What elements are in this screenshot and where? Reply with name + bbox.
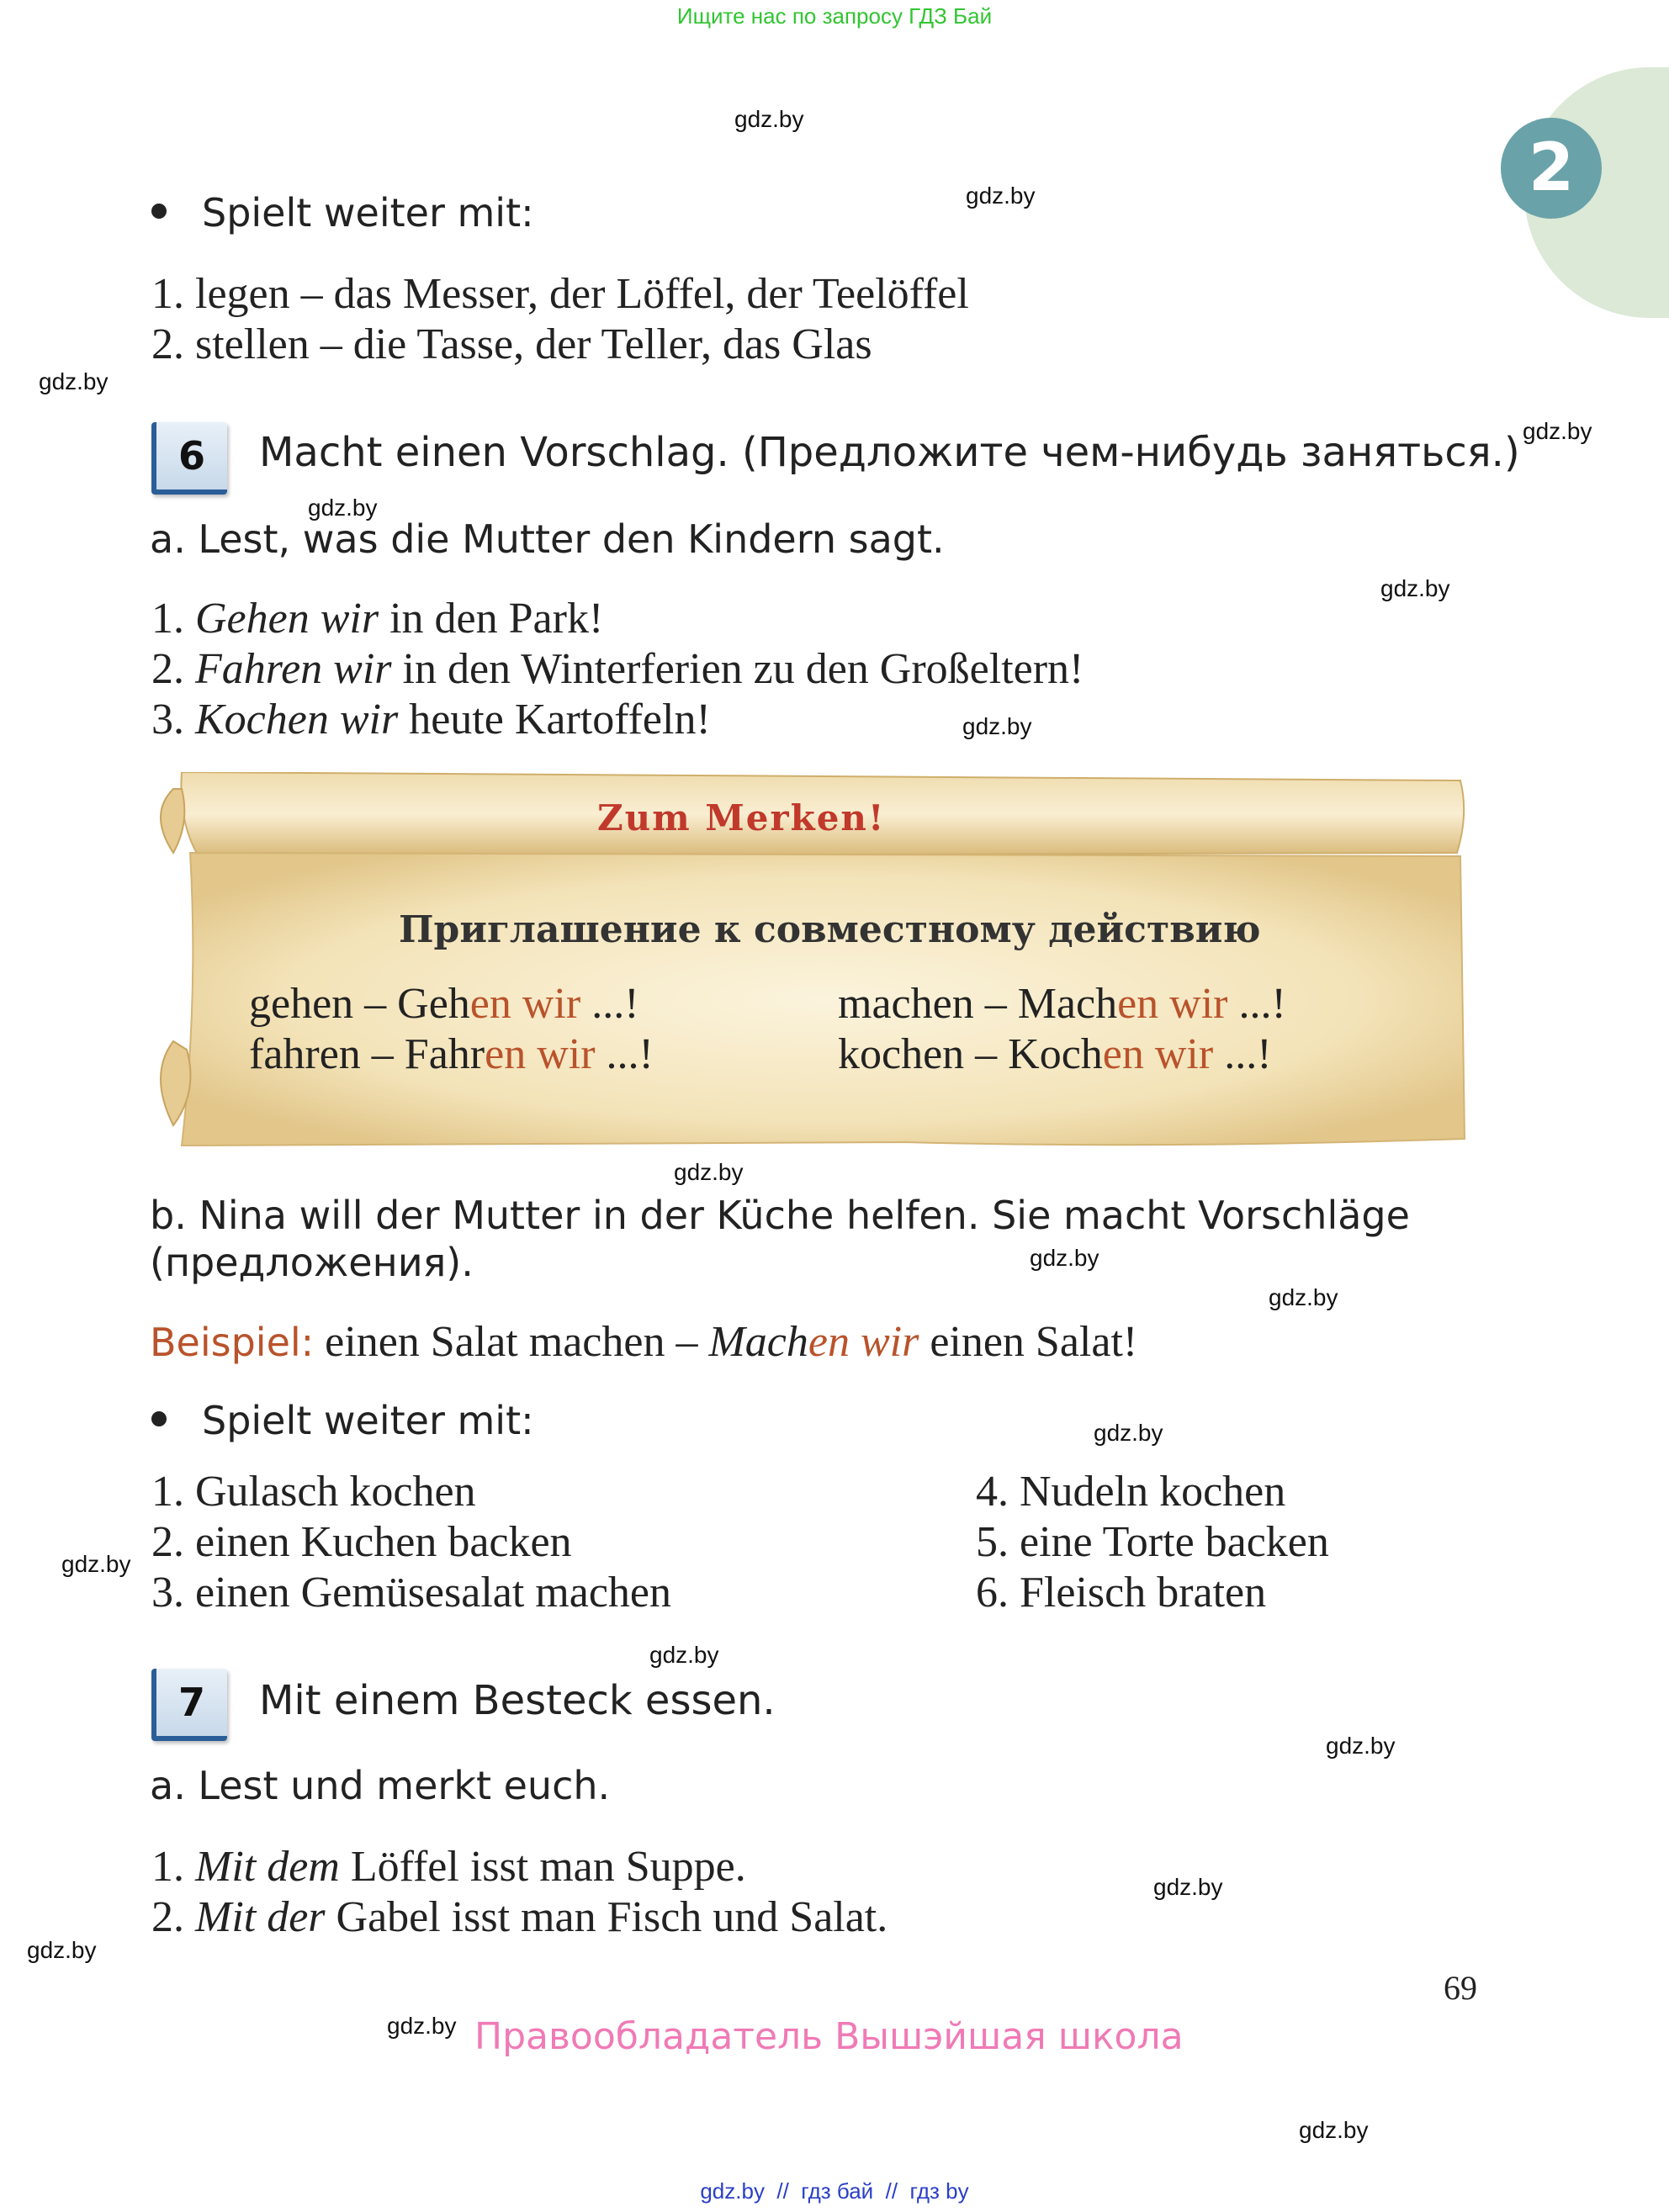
merken-heading: Приглашение к совместному действию — [399, 908, 1261, 951]
example-label: Beispiel: — [150, 1320, 315, 1365]
task-a-instruction: a. Lest und merkt euch. — [150, 1763, 611, 1808]
example-ending: en wir — [808, 1318, 919, 1366]
watermark: gdz.by — [1523, 418, 1592, 444]
sentence-rest: Löffel isst man Suppe. — [339, 1843, 746, 1891]
bullet-dot — [151, 1411, 167, 1426]
watermark: gdz.by — [1094, 1420, 1163, 1446]
watermark: gdz.by — [962, 713, 1032, 739]
zum-merken-scroll — [148, 772, 1476, 1159]
sentence-italic: Fahren wir — [195, 645, 392, 693]
sentence-rest: heute Kartoffeln! — [398, 696, 711, 744]
page-number: 69 — [1444, 1969, 1477, 2007]
verb: machen – Mach — [838, 980, 1118, 1028]
verb-ending: en wir — [1102, 1030, 1214, 1078]
watermark: gdz.by — [1269, 1284, 1338, 1310]
watermark: gdz.by — [308, 495, 378, 521]
item-text: einen Gemüsesalat machen — [195, 1569, 671, 1617]
bullet-text: Spielt weiter mit: — [202, 190, 534, 235]
item-number: 1. — [151, 1843, 184, 1891]
task-b-line1: b. Nina will der Mutter in der Küche helfen. Sie macht Vorschläge — [150, 1193, 1410, 1238]
item-number: 2. — [151, 1518, 184, 1566]
verb-ending: en wir — [485, 1030, 596, 1078]
exercise-title: Macht einen Vorschlag. (Предложите чем-нибудь заняться.) — [259, 429, 1520, 476]
bullet-dot — [151, 204, 167, 219]
exercise-title: Mit einem Besteck essen. — [259, 1677, 776, 1724]
sentence-rest: Gabel isst man Fisch und Salat. — [325, 1893, 888, 1941]
list-item — [151, 1568, 671, 1617]
item-number: 4. — [976, 1468, 1009, 1516]
chapter-number: 2 — [1501, 118, 1602, 219]
item-text: einen Kuchen backen — [195, 1518, 572, 1566]
example-sentence — [151, 695, 711, 744]
example-post: einen Salat! — [919, 1318, 1138, 1366]
item-number: 2. — [151, 645, 184, 693]
item-number: 2. — [151, 1893, 184, 1941]
item-text: Gulasch kochen — [195, 1468, 476, 1516]
item-number: 3. — [151, 1569, 184, 1617]
task-b-line2: (предложения). — [150, 1240, 474, 1285]
watermark: gdz.by — [39, 368, 109, 394]
sentence-italic: Gehen wir — [195, 595, 379, 643]
list-item — [976, 1517, 1329, 1567]
item-text: Fleisch braten — [1020, 1569, 1267, 1617]
watermark: gdz.by — [27, 1937, 97, 1963]
watermark: gdz.by — [674, 1159, 744, 1185]
item-number: 5. — [976, 1518, 1009, 1566]
merken-pair — [838, 979, 1286, 1029]
list-item — [151, 1467, 476, 1516]
item-number: 1. — [151, 1468, 184, 1516]
merken-pair — [838, 1029, 1272, 1079]
list-item — [976, 1568, 1266, 1617]
sentence-italic: Kochen wir — [195, 696, 399, 744]
verb: kochen – Koch — [838, 1030, 1103, 1078]
verb-tail: ...! — [1213, 1030, 1272, 1078]
watermark: gdz.by — [387, 2013, 457, 2039]
watermark: gdz.by — [734, 106, 804, 132]
example-sentence — [151, 1892, 887, 1942]
merken-pair — [249, 1029, 654, 1079]
top-search-note: Ищите нас по запросу ГДЗ Бай — [676, 3, 993, 29]
example-italic: Mach — [708, 1318, 808, 1366]
item-number: 3. — [151, 696, 184, 744]
item-number: 1. — [151, 270, 184, 318]
exercise-number-badge: 6 — [151, 422, 227, 495]
item-number: 2. — [151, 320, 184, 368]
verb-ending: en wir — [469, 980, 581, 1028]
bullet-play-on — [151, 190, 534, 235]
task-a-instruction: a. Lest, was die Mutter den Kindern sagt. — [150, 516, 945, 562]
sentence-rest: in den Park! — [379, 595, 604, 643]
example-sentence — [151, 594, 603, 643]
exercise-number-badge: 7 — [151, 1669, 227, 1741]
footer-links[interactable]: gdz.by // гдз бай // гдз by — [700, 2178, 969, 2204]
verb-tail: ...! — [580, 980, 639, 1028]
watermark: gdz.by — [1299, 2117, 1369, 2143]
item-number: 1. — [151, 595, 184, 643]
merken-pair — [249, 979, 639, 1029]
bullet-text: Spielt weiter mit: — [202, 1398, 534, 1443]
item-number: 6. — [976, 1569, 1009, 1617]
rights-holder: Правообладатель Вышэйшая школа — [474, 2015, 1184, 2058]
watermark: gdz.by — [649, 1642, 719, 1668]
watermark: gdz.by — [1030, 1245, 1099, 1271]
watermark: gdz.by — [966, 183, 1036, 209]
sentence-italic: Mit der — [195, 1893, 326, 1941]
list-item — [976, 1467, 1285, 1516]
item-text: stellen – die Tasse, der Teller, das Glas — [195, 320, 872, 368]
verb: gehen – Geh — [249, 980, 470, 1028]
watermark: gdz.by — [1380, 575, 1450, 601]
item-text: legen – das Messer, der Löffel, der Teelöffel — [195, 270, 969, 318]
verb: fahren – Fahr — [249, 1030, 485, 1078]
watermark: gdz.by — [61, 1551, 131, 1577]
example-sentence — [151, 1842, 746, 1892]
list-item — [151, 269, 969, 319]
watermark: gdz.by — [1153, 1874, 1223, 1900]
verb-tail: ...! — [1227, 980, 1286, 1028]
list-item — [151, 320, 872, 369]
bullet-play-on — [151, 1398, 534, 1443]
item-text: eine Torte backen — [1020, 1518, 1329, 1566]
list-item — [151, 1517, 572, 1567]
watermark: gdz.by — [1326, 1733, 1396, 1759]
example-line — [150, 1317, 1137, 1367]
zum-merken-title: Zum Merken! — [597, 797, 886, 839]
verb-tail: ...! — [595, 1030, 654, 1078]
example-pre: einen Salat machen – — [314, 1318, 709, 1366]
example-sentence — [151, 644, 1084, 694]
verb-ending: en wir — [1117, 980, 1228, 1028]
item-text: Nudeln kochen — [1020, 1468, 1286, 1516]
sentence-rest: in den Winterferien zu den Großeltern! — [391, 645, 1084, 693]
sentence-italic: Mit dem — [195, 1843, 340, 1891]
